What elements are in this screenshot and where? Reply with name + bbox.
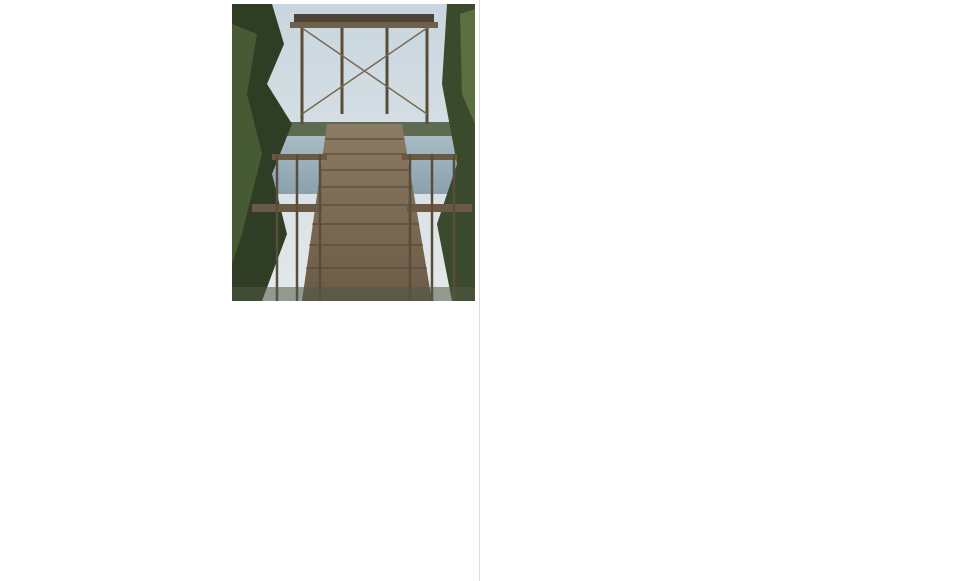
observation-tower-photo [232, 4, 475, 301]
footer-left [2, 572, 12, 579]
photo-caption-bar [232, 287, 475, 301]
page-gutter [479, 0, 480, 581]
photo-portimojarvi [232, 4, 475, 301]
